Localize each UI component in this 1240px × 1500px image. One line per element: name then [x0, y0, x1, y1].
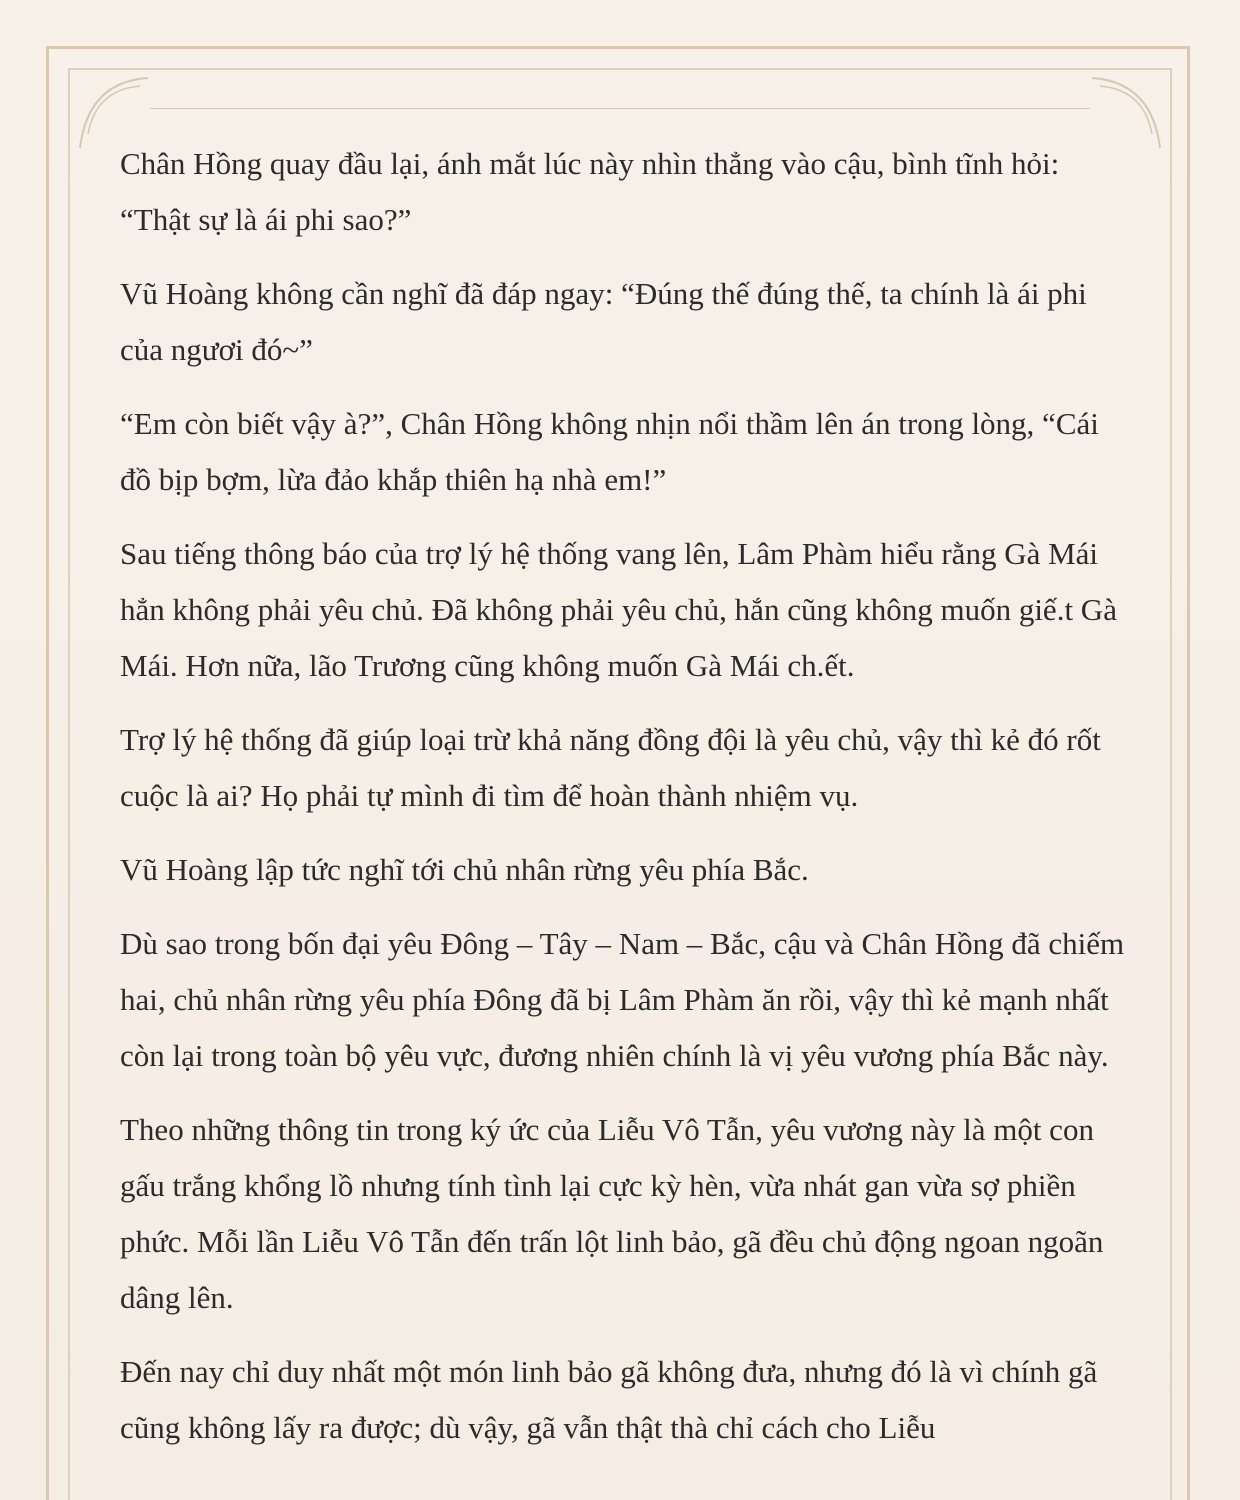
paragraph: Sau tiếng thông báo của trợ lý hệ thống vang lên, Lâm Phàm hiểu rằng Gà Mái hẳn không phải yêu chủ. Đã không phải yêu chủ, hắn cũng không muốn giế.t Gà Mái. Hơn nữa, lão Trương cũng không muốn Gà Mái ch.ết. — [120, 536, 1117, 683]
top-divider — [150, 108, 1090, 109]
paragraph: Vũ Hoàng không cần nghĩ đã đáp ngay: “Đúng thế đúng thế, ta chính là ái phi của ngươi đó~” — [120, 276, 1087, 367]
paragraph: Vũ Hoàng lập tức nghĩ tới chủ nhân rừng yêu phía Bắc. — [120, 852, 809, 887]
paragraph: Trợ lý hệ thống đã giúp loại trừ khả năng đồng đội là yêu chủ, vậy thì kẻ đó rốt cuộc là ai? Họ phải tự mình đi tìm để hoàn thành nhiệm vụ. — [120, 722, 1101, 813]
paragraph: Chân Hồng quay đầu lại, ánh mắt lúc này nhìn thẳng vào cậu, bình tĩnh hỏi: “Thật sự là ái phi sao?” — [120, 146, 1060, 237]
paragraph: “Em còn biết vậy à?”, Chân Hồng không nhịn nổi thầm lên án trong lòng, “Cái đồ bịp bợm, lừa đảo khắp thiên hạ nhà em!” — [120, 406, 1099, 497]
paragraph: Dù sao trong bốn đại yêu Đông – Tây – Nam – Bắc, cậu và Chân Hồng đã chiếm hai, chủ nhân rừng yêu phía Đông đã bị Lâm Phàm ăn rồi, vậy thì kẻ mạnh nhất còn lại trong toàn bộ yêu vực, đương nhiên chính là vị yêu vương phía Bắc này. — [120, 926, 1125, 1073]
paragraph: Đến nay chỉ duy nhất một món linh bảo gã không đưa, nhưng đó là vì chính gã cũng không lấy ra được; dù vậy, gã vẫn thật thà chỉ cách cho Liễu — [120, 1354, 1098, 1445]
chapter-text — [120, 136, 1130, 1474]
paragraph: Theo những thông tin trong ký ức của Liễu Vô Tẫn, yêu vương này là một con gấu trắng khổng lồ nhưng tính tình lại cực kỳ hèn, vừa nhát gan vừa sợ phiền phức. Mỗi lần Liễu Vô Tẫn đến trấn lột linh bảo, gã đều chủ động ngoan ngoãn dâng lên. — [120, 1112, 1104, 1315]
